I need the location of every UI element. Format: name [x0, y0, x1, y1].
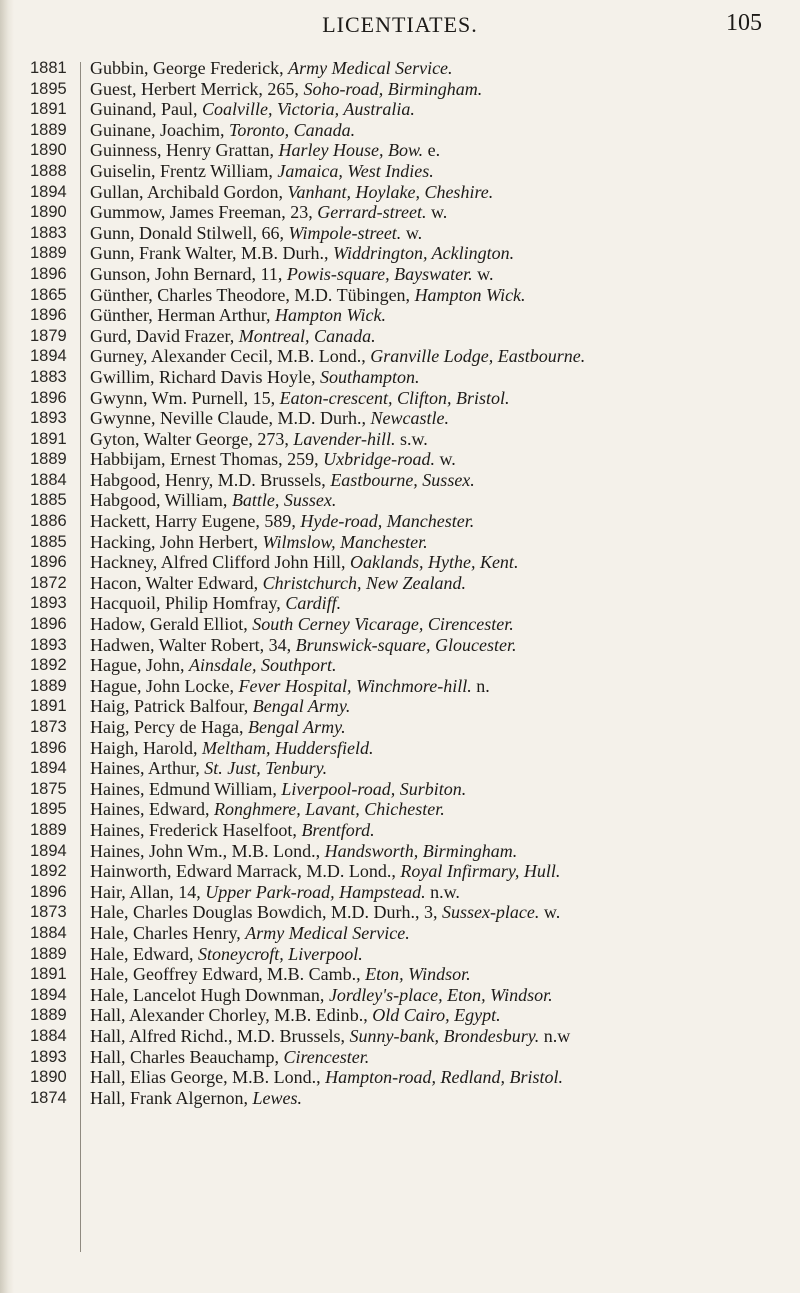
- entry-year: 1893: [30, 1047, 67, 1066]
- entry-year: 1894: [30, 759, 67, 778]
- entry-text: Hacquoil, Philip Homfray, Cardiff.: [90, 593, 342, 614]
- list-item: [0, 1005, 800, 1026]
- entry-text: Haig, Percy de Haga, Bengal Army.: [90, 717, 346, 737]
- entry-year: 1885: [30, 532, 67, 551]
- entry-year: 1890: [30, 1068, 67, 1087]
- entry-text: Gwynn, Wm. Purnell, 15, Eaton-crescent, Clifton, Bristol.: [90, 387, 510, 408]
- entry-text: Habbijam, Ernest Thomas, 259, Uxbridge-road. w.: [90, 449, 456, 470]
- list-item: [0, 79, 800, 100]
- entry-year: 1893: [30, 635, 67, 654]
- list-item: [0, 923, 800, 944]
- entry-text: Hall, Frank Algernon, Lewes.: [90, 1087, 302, 1108]
- entry-year: 1891: [30, 429, 67, 448]
- entry-year: 1865: [30, 285, 67, 304]
- running-head-title: LICENTIATES.: [322, 12, 478, 37]
- entry-year: 1875: [30, 779, 67, 798]
- entry-text: Guest, Herbert Merrick, 265, Soho-road, Birmingham.: [90, 78, 483, 99]
- entry-text: Haig, Patrick Balfour, Bengal Army.: [90, 696, 351, 717]
- entry-text: Hale, Charles Henry, Army Medical Service.: [90, 922, 410, 943]
- list-item: [0, 738, 800, 759]
- entry-text: Hackett, Harry Eugene, 589, Hyde-road, Manchester.: [90, 511, 475, 532]
- list-item: [0, 1088, 800, 1109]
- entry-text: Günther, Herman Arthur, Hampton Wick.: [90, 305, 386, 326]
- list-item: [0, 367, 800, 388]
- entry-year: 1894: [30, 182, 67, 201]
- list-item: [0, 552, 800, 573]
- entry-text: Gunson, John Bernard, 11, Powis-square, Bayswater. w.: [90, 263, 494, 284]
- entry-text: Hague, John Locke, Fever Hospital, Winchmore-hill. n.: [90, 675, 490, 696]
- entry-text: Haigh, Harold, Meltham, Huddersfield.: [90, 737, 374, 758]
- page-header: [0, 6, 800, 46]
- entry-year: 1894: [30, 347, 67, 366]
- list-item: [0, 1047, 800, 1068]
- list-item: [0, 841, 800, 862]
- entry-text: Gurd, David Frazer, Montreal, Canada.: [90, 325, 376, 346]
- entry-text: Guiselin, Frentz William, Jamaica, West Indies.: [90, 160, 434, 181]
- entry-year: 1879: [30, 326, 67, 345]
- list-item: [0, 346, 800, 367]
- entry-text: Haines, Edmund William, Liverpool-road, Surbiton.: [90, 778, 467, 799]
- entry-text: Gummow, James Freeman, 23, Gerrard-street. w.: [90, 202, 448, 223]
- list-item: [0, 944, 800, 965]
- entry-text: Gwillim, Richard Davis Hoyle, Southampton.: [90, 366, 420, 387]
- list-item: [0, 182, 800, 203]
- entry-year: 1891: [30, 697, 67, 716]
- entry-year: 1895: [30, 800, 67, 819]
- entry-year: 1896: [30, 264, 67, 283]
- entry-year: 1894: [30, 841, 67, 860]
- list-item: [0, 902, 800, 923]
- entry-year: 1873: [30, 903, 67, 922]
- list-item: [0, 490, 800, 511]
- entry-text: Hale, Lancelot Hugh Downman, Jordley's-place, Eton, Windsor.: [90, 984, 553, 1005]
- entry-text: Gwynne, Neville Claude, M.D. Durh., Newcastle.: [90, 408, 449, 429]
- entry-text: Hall, Charles Beauchamp, Cirencester.: [90, 1046, 370, 1067]
- entry-year: 1873: [30, 718, 67, 736]
- list-item: [0, 861, 800, 882]
- list-item: [0, 676, 800, 697]
- entry-text: Gunn, Donald Stilwell, 66, Wimpole-street. w.: [90, 222, 423, 243]
- entry-text: Hall, Elias George, M.B. Lond., Hampton-road, Redland, Bristol.: [90, 1067, 563, 1088]
- entry-text: Hadwen, Walter Robert, 34, Brunswick-square, Gloucester.: [90, 634, 517, 655]
- entry-text: Gurney, Alexander Cecil, M.B. Lond., Granville Lodge, Eastbourne.: [90, 346, 586, 367]
- list-item: [0, 202, 800, 223]
- list-item: [0, 305, 800, 326]
- entry-text: Habgood, William, Battle, Sussex.: [90, 490, 337, 511]
- entry-text: Hague, John, Ainsdale, Southport.: [90, 655, 337, 676]
- list-item: [0, 635, 800, 656]
- list-item: [0, 326, 800, 347]
- entry-year: 1890: [30, 141, 67, 160]
- entry-text: Guinness, Henry Grattan, Harley House, Bow. e.: [90, 140, 441, 161]
- list-item: [0, 573, 800, 594]
- entry-year: 1884: [30, 1026, 67, 1045]
- entry-text: Haines, Frederick Haselfoot, Brentford.: [90, 819, 375, 840]
- entry-year: 1884: [30, 923, 67, 942]
- entry-year: 1874: [30, 1088, 67, 1107]
- entry-year: 1896: [30, 306, 67, 325]
- list-item: [0, 985, 800, 1006]
- entry-year: 1889: [30, 450, 67, 469]
- entry-text: Haines, John Wm., M.B. Lond., Handsworth, Birmingham.: [90, 840, 518, 861]
- list-item: [0, 964, 800, 985]
- page-number: 105: [726, 10, 762, 36]
- list-item: [0, 120, 800, 141]
- list-item: [0, 593, 800, 614]
- list-item: [0, 140, 800, 161]
- list-item: [0, 696, 800, 717]
- entry-year: 1883: [30, 223, 67, 242]
- entry-year: 1883: [30, 367, 67, 386]
- list-item: [0, 779, 800, 800]
- entry-year: 1895: [30, 79, 67, 98]
- entry-text: Hall, Alfred Richd., M.D. Brussels, Sunny-bank, Brondesbury. n.w: [90, 1025, 571, 1046]
- list-item: [0, 882, 800, 903]
- entry-year: 1889: [30, 820, 67, 839]
- entry-year: 1885: [30, 491, 67, 510]
- entry-text: Habgood, Henry, M.D. Brussels, Eastbourne, Sussex.: [90, 469, 475, 490]
- list-item: [0, 429, 800, 450]
- entry-text: Günther, Charles Theodore, M.D. Tübingen, Hampton Wick.: [90, 284, 526, 305]
- entry-year: 1896: [30, 882, 67, 901]
- list-item: [0, 820, 800, 841]
- entry-text: Guinane, Joachim, Toronto, Canada.: [90, 119, 356, 140]
- licentiates-list: [0, 58, 800, 1108]
- entry-year: 1893: [30, 594, 67, 613]
- entry-text: Gubbin, George Frederick, Army Medical Service.: [90, 58, 453, 78]
- entry-year: 1884: [30, 470, 67, 489]
- list-item: [0, 408, 800, 429]
- entry-text: Hale, Charles Douglas Bowdich, M.D. Durh., 3, Sussex-place. w.: [90, 902, 561, 923]
- entry-year: 1891: [30, 100, 67, 119]
- entry-text: Guinand, Paul, Coalville, Victoria, Australia.: [90, 99, 415, 120]
- entry-year: 1891: [30, 965, 67, 984]
- entry-year: 1888: [30, 161, 67, 180]
- entry-year: 1881: [30, 59, 67, 77]
- entry-text: Hainworth, Edward Marrack, M.D. Lond., Royal Infirmary, Hull.: [90, 861, 561, 882]
- list-item: [0, 1067, 800, 1088]
- entry-year: 1872: [30, 573, 67, 592]
- entry-text: Hale, Edward, Stoneycroft, Liverpool.: [90, 943, 363, 964]
- list-item: [0, 614, 800, 635]
- entry-year: 1896: [30, 738, 67, 757]
- entry-year: 1892: [30, 656, 67, 675]
- list-item: [0, 1026, 800, 1047]
- list-item: [0, 532, 800, 553]
- entry-text: Hair, Allan, 14, Upper Park-road, Hampstead. n.w.: [90, 881, 460, 902]
- list-item: [0, 58, 800, 79]
- list-item: [0, 470, 800, 491]
- entry-year: 1892: [30, 862, 67, 881]
- entry-text: Hale, Geoffrey Edward, M.B. Camb., Eton, Windsor.: [90, 964, 471, 985]
- list-item: [0, 758, 800, 779]
- entry-text: Haines, Arthur, St. Just, Tenbury.: [90, 758, 328, 779]
- entry-year: 1889: [30, 1006, 67, 1025]
- entry-year: 1889: [30, 120, 67, 139]
- entry-year: 1896: [30, 388, 67, 407]
- entry-year: 1890: [30, 203, 67, 222]
- entry-text: Haines, Edward, Ronghmere, Lavant, Chichester.: [90, 799, 445, 820]
- entry-text: Hackney, Alfred Clifford John Hill, Oaklands, Hythe, Kent.: [90, 552, 519, 573]
- entry-year: 1889: [30, 244, 67, 263]
- entry-year: 1889: [30, 676, 67, 695]
- list-item: [0, 223, 800, 244]
- list-item: [0, 264, 800, 285]
- entry-year: 1896: [30, 553, 67, 572]
- entry-year: 1896: [30, 615, 67, 634]
- list-item: [0, 655, 800, 676]
- list-item: [0, 717, 800, 738]
- list-item: [0, 388, 800, 409]
- list-item: [0, 285, 800, 306]
- entry-text: Gyton, Walter George, 273, Lavender-hill. s.w.: [90, 428, 428, 449]
- list-item: [0, 799, 800, 820]
- list-item: [0, 243, 800, 264]
- entry-text: Hacon, Walter Edward, Christchurch, New Zealand.: [90, 572, 466, 593]
- list-item: [0, 99, 800, 120]
- entry-text: Hall, Alexander Chorley, M.B. Edinb., Old Cairo, Egypt.: [90, 1005, 501, 1026]
- entry-text: Gullan, Archibald Gordon, Vanhant, Hoylake, Cheshire.: [90, 181, 494, 202]
- list-item: [0, 511, 800, 532]
- entry-text: Hacking, John Herbert, Wilmslow, Manchester.: [90, 531, 428, 552]
- entry-year: 1894: [30, 985, 67, 1004]
- entry-year: 1889: [30, 944, 67, 963]
- entry-text: Gunn, Frank Walter, M.B. Durh., Widdrington, Acklington.: [90, 243, 515, 264]
- entry-year: 1893: [30, 409, 67, 428]
- entry-text: Hadow, Gerald Elliot, South Cerney Vicarage, Cirencester.: [90, 614, 514, 635]
- list-item: [0, 449, 800, 470]
- list-item: [0, 161, 800, 182]
- entry-year: 1886: [30, 512, 67, 531]
